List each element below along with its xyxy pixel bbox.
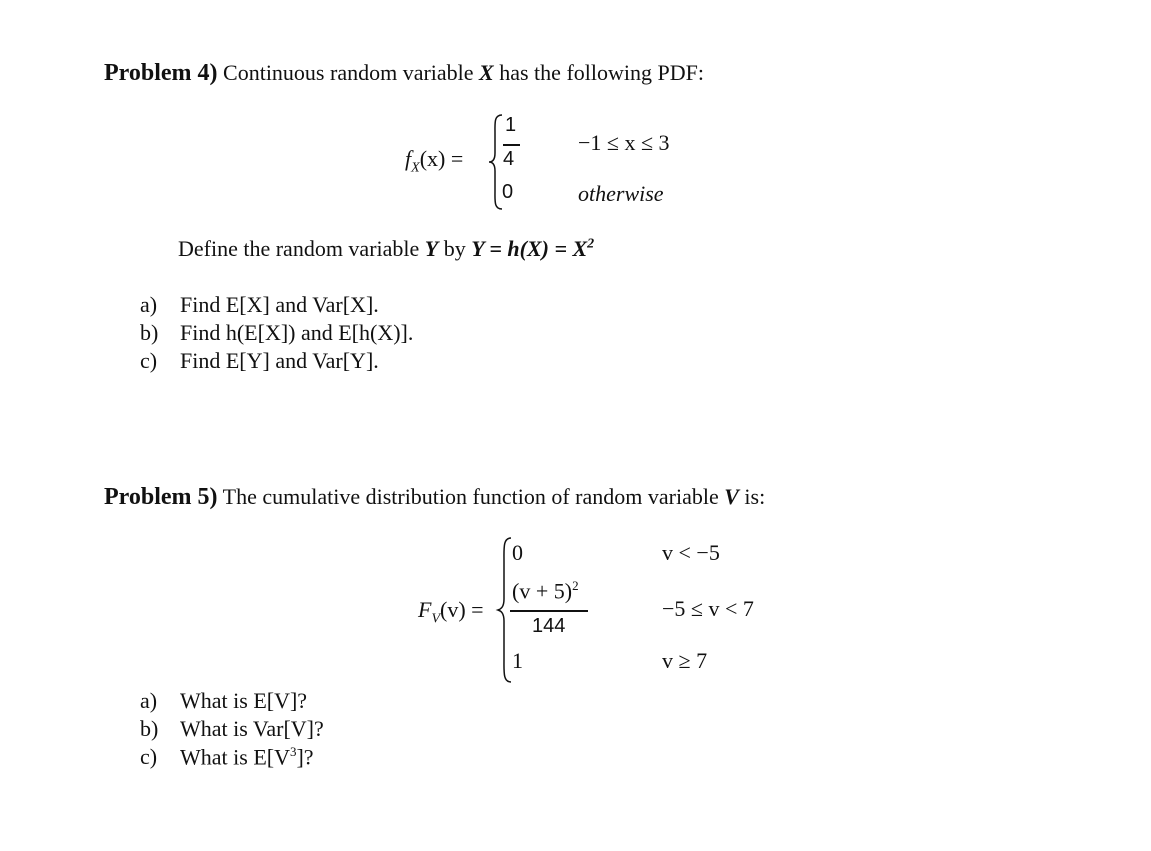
item-text: Find E[Y] and Var[Y]. (180, 348, 379, 373)
cdf-lhs (418, 597, 484, 627)
item-exponent: 3 (289, 744, 297, 759)
problem-4-var-x: X (479, 60, 494, 85)
pdf-lhs (405, 146, 463, 176)
cdf-case2-numerator (512, 578, 579, 604)
cdf-fraction-bar (510, 610, 588, 612)
cdf-case1-condition: v < −5 (662, 540, 720, 565)
item-text-tail: ]? (296, 744, 314, 770)
pdf-case1-condition: −1 ≤ x ≤ 3 (578, 130, 670, 155)
pdf-case1-numerator: 1 (505, 114, 517, 136)
cdf-case1-value: 0 (512, 540, 523, 565)
define-var-y: Y (424, 236, 439, 261)
problem-4-item-b (140, 320, 413, 346)
item-label: b) (140, 320, 159, 345)
define-text-1: Define the random variable (178, 236, 425, 261)
problem-5-intro-part1: The cumulative distribution function of random variable (217, 484, 725, 509)
define-y-line (178, 236, 594, 262)
cdf-F: F (418, 597, 432, 622)
problem-5-var-v: V (724, 484, 739, 509)
problem-4-heading (104, 60, 704, 87)
problem-4-item-c (140, 348, 379, 374)
item-label: a) (140, 292, 158, 317)
problem-4-intro-part1: Continuous random variable (217, 60, 480, 85)
cdf-case2-denominator: 144 (532, 615, 566, 637)
define-text-2: by (438, 236, 472, 261)
problem-5-item-c (140, 744, 314, 770)
problem-4-intro-part2: has the following PDF: (493, 60, 704, 85)
problem-4-item-a (140, 292, 379, 318)
item-label: a) (140, 688, 158, 713)
cdf-case2-condition: −5 ≤ v < 7 (662, 596, 754, 621)
define-exponent: 2 (587, 236, 595, 252)
pdf-case2-value: 0 (502, 181, 514, 203)
define-equation: Y = h(X) = X (471, 236, 588, 261)
problem-5-item-b (140, 716, 324, 742)
problem-4-label: Problem 4) (104, 60, 218, 86)
item-text: Find E[X] and Var[X]. (180, 292, 379, 317)
item-text: What is E[V (180, 744, 290, 770)
cdf-case3-value: 1 (512, 648, 523, 673)
item-label: c) (140, 744, 158, 770)
pdf-case2-condition: otherwise (578, 181, 664, 206)
cdf-numerator-exponent: 2 (572, 578, 579, 593)
pdf-case1-denominator: 4 (503, 148, 515, 170)
pdf-f: f (405, 146, 412, 171)
pdf-argument: (x) = (419, 146, 464, 171)
cdf-numerator-text: (v + 5) (512, 578, 573, 604)
cdf-case3-condition: v ≥ 7 (662, 648, 708, 673)
cdf-subscript: V (431, 611, 441, 627)
pdf-subscript: X (411, 160, 420, 176)
problem-5-item-a (140, 688, 307, 714)
item-text: Find h(E[X]) and E[h(X)]. (180, 320, 414, 345)
item-label: b) (140, 716, 159, 741)
cdf-argument: (v) = (440, 597, 484, 622)
problem-5-heading (104, 484, 765, 511)
item-label: c) (140, 348, 158, 373)
pdf-fraction-bar (503, 144, 520, 146)
item-text: What is E[V]? (180, 688, 308, 713)
problem-5-label: Problem 5) (104, 484, 218, 510)
problem-5-intro-part2: is: (738, 484, 766, 509)
item-text: What is Var[V]? (180, 716, 324, 741)
